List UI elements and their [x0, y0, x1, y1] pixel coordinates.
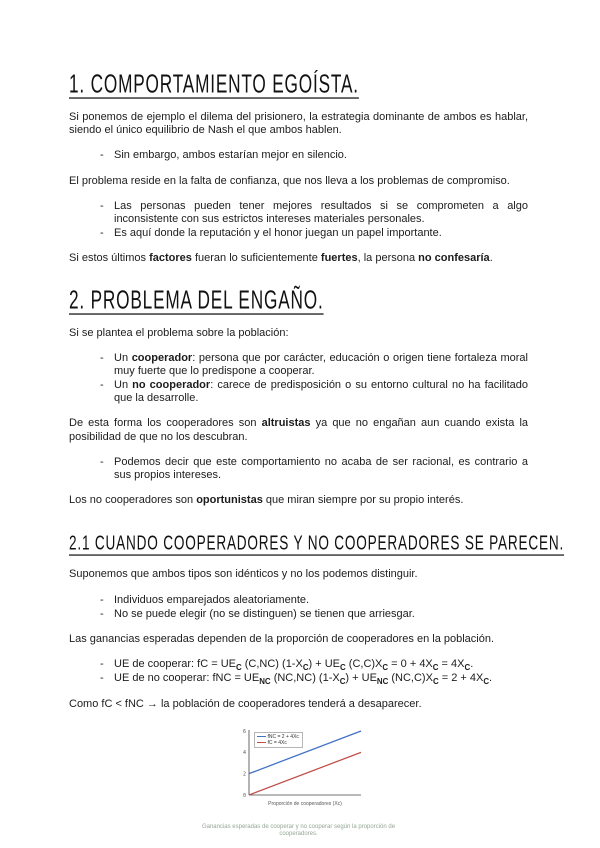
section-2-heading [69, 280, 528, 317]
section-cooperadores-se-parecen [69, 521, 565, 838]
text-segment: UE de cooperar: fC = UE [114, 658, 236, 671]
text-segment: C [382, 663, 389, 673]
text-segment: C [483, 677, 490, 687]
text-segment: NC [259, 677, 271, 687]
paragraph: Si se plantea el problema sobre la población: [69, 326, 289, 339]
list-item: - Sin embargo, ambos estarían mejor en silencio. [100, 149, 528, 162]
text-segment: . [489, 252, 493, 265]
bullet-list [69, 352, 528, 406]
bullet-list [69, 456, 528, 482]
y-tick-label: 2 [242, 771, 246, 778]
paragraph: Como fC < fNC → la población de cooperadores tenderá a desaparecer. [69, 697, 422, 710]
list-item: - Las personas pueden tener mejores resultados si se comprometen a algo inconsistente con sus estrictos intereses materiales personales. [100, 200, 528, 226]
text-segment: C [339, 677, 346, 687]
text-segment: fuertes [320, 252, 358, 265]
paragraph: Las ganancias esperadas dependen de la proporción de cooperadores en la población. [69, 632, 495, 645]
legend-label-fc: fC = 4Xc [267, 739, 287, 746]
chart-legend [254, 732, 303, 748]
text-segment: ) + UE [345, 672, 377, 685]
chart-line-fC [249, 752, 361, 795]
text-segment: C [432, 663, 439, 673]
text-segment: (C,NC) (1-X [241, 658, 303, 671]
section-2-heading-text: 2. PROBLEMA DEL ENGAÑO. [69, 285, 324, 315]
section-1-heading [69, 64, 528, 101]
list-item: - Podemos decir que este comportamiento no acaba de ser racional, es contrario a sus propios intereses. [100, 456, 528, 482]
text-segment: UE de no cooperar: fNC = UE [114, 672, 260, 685]
bullet-list [69, 200, 528, 241]
legend-label-fnc: fNC = 2 + 4Xc [267, 733, 299, 740]
text-segment: ) + UE [308, 658, 341, 671]
chart-figure [184, 723, 414, 838]
list-item [100, 352, 528, 378]
text-segment: . [470, 658, 474, 671]
section-1-heading-text: 1. COMPORTAMIENTO EGOÍSTA. [69, 69, 359, 99]
text-segment: = 2 + 4X [438, 672, 484, 685]
bullet-list [69, 658, 528, 685]
paragraph: Suponemos que ambos tipos son idénticos y no los podemos distinguir. [69, 568, 418, 581]
list-item: - Es aquí donde la reputación y el honor juegan un papel importante. [100, 227, 528, 240]
text-segment: ya que no engañan aun cuando exista la posibilidad de que no los descubran. [69, 417, 529, 443]
text-segment: no cooperador [132, 379, 211, 392]
list-item [100, 379, 528, 405]
chart-caption: Ganancias esperadas de cooperar y no cooperar según la proporción de cooperadores. [201, 823, 396, 837]
text-segment: cooperador [131, 351, 193, 364]
text-segment: = 0 + 4X [388, 658, 433, 671]
y-tick-label: 0 [242, 792, 246, 799]
paragraph: El problema reside en la falta de confianza, que nos lleva a los problemas de compromiso. [69, 174, 510, 187]
list-item: - Individuos emparejados aleatoriamente. [100, 594, 528, 607]
formula-list-item [100, 672, 528, 685]
text-segment: Un [114, 379, 133, 392]
text-segment: fueran lo suficientemente [191, 252, 321, 265]
y-tick-label: 4 [242, 749, 246, 756]
paragraph [69, 494, 528, 507]
legend-swatch-fnc [257, 736, 266, 738]
section-comportamiento-egoista [69, 64, 528, 266]
text-segment: Los no cooperadores son [69, 494, 197, 507]
text-segment: . [489, 672, 493, 685]
text-segment: NC [376, 677, 389, 687]
list-item: - No se puede elegir (no se distinguen) se tienen que arriesgar. [100, 608, 528, 621]
legend-swatch-fc [257, 742, 266, 744]
text-segment: = 4X [438, 658, 465, 671]
text-segment: (NC,NC) (1-X [270, 672, 340, 685]
section-problema-del-engano [69, 280, 528, 508]
text-segment: C [302, 663, 309, 673]
text-segment: C [432, 677, 439, 687]
paragraph [69, 252, 528, 265]
text-segment: Un [114, 351, 132, 364]
text-segment: : carece de predisposición o su entorno cultural no ha facilitado que la desarrolle. [114, 379, 528, 405]
y-tick-label: 6 [242, 728, 246, 735]
text-segment: C [235, 663, 242, 673]
paragraph: Si ponemos de ejemplo el dilema del prisionero, la estrategia dominante de ambos es hablar, siendo el único equilibrio de Nash el que ambos hablen. [69, 111, 528, 137]
text-segment: C [340, 663, 346, 673]
chart-xlabel: Proporción de cooperadores (Xc) [267, 800, 342, 807]
bullet-list [69, 149, 528, 162]
legend-entry-fc [257, 740, 299, 746]
text-segment: : persona que por carácter, educación o origen tiene fortaleza moral muy fuerte que lo predispone a cooperar. [114, 351, 528, 377]
bullet-list [69, 594, 528, 621]
text-segment: factores [149, 252, 192, 265]
formula-list-item [100, 658, 528, 671]
text-segment: (C,C)X [345, 658, 383, 671]
text-segment: que miran siempre por su propio interés. [262, 494, 464, 507]
paragraph [69, 417, 528, 443]
text-segment: (NC,C)X [388, 672, 433, 685]
text-segment: Si estos últimos [69, 252, 150, 265]
text-segment: C [464, 663, 471, 673]
text-segment: oportunistas [196, 494, 263, 507]
chart-box [229, 723, 369, 820]
chart-ticks-group [242, 728, 245, 798]
text-segment: no confesaría [418, 252, 490, 265]
text-segment: De esta forma los cooperadores son [69, 417, 262, 430]
section-2-1-heading-text: 2.1 CUANDO COOPERADORES Y NO COOPERADORES SE PARECEN. [69, 531, 565, 555]
text-segment: altruistas [261, 417, 311, 430]
text-segment: , la persona [357, 252, 419, 265]
section-2-1-heading [69, 521, 565, 558]
